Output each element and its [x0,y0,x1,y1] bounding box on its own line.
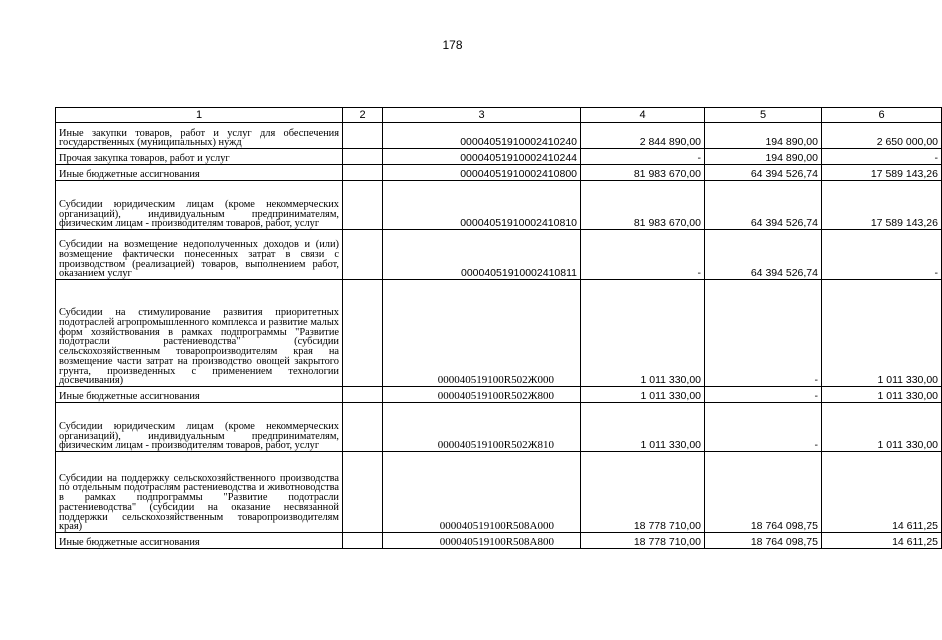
row-col5: - [705,387,822,403]
row-col5: - [705,403,822,452]
table-row [56,403,942,452]
row-name: Субсидии на поддержку сельскохозяйственного производства по отдельным подотраслям растениеводства и животноводства в рамках подпрограммы "Развитие подотрасли растениеводства" (субсидии на оказание несвязанной поддержки сельскохозяйственным товаропроизводителям края) [56,452,343,533]
row-code: 000040519100R508A800 [383,533,581,549]
header-col-6: 6 [822,108,942,123]
row-col2 [343,403,383,452]
row-col6: 17 589 143,26 [822,181,942,230]
row-col4: - [581,149,705,165]
row-code: 00004051910002410810 [383,181,581,230]
budget-table [55,107,942,549]
row-col2 [343,181,383,230]
page-number: 178 [442,38,463,52]
table-row [56,280,942,387]
row-col2 [343,533,383,549]
row-code: 00004051910002410800 [383,165,581,181]
row-col4: - [581,230,705,280]
row-code: 000040519100R502Ж810 [383,403,581,452]
row-col5: 64 394 526,74 [705,165,822,181]
header-row [56,108,942,123]
row-code: 00004051910002410240 [383,123,581,149]
row-col5: 194 890,00 [705,149,822,165]
table-row [56,123,942,149]
row-code: 00004051910002410811 [383,230,581,280]
row-col2 [343,123,383,149]
row-col6: 2 650 000,00 [822,123,942,149]
row-col2 [343,165,383,181]
row-col6: 1 011 330,00 [822,280,942,387]
table-row [56,181,942,230]
row-name: Субсидии юридическим лицам (кроме некоммерческих организаций), индивидуальным предпринимателям, физическим лицам - производителям товаров, работ, услуг [56,181,343,230]
table-row [56,452,942,533]
row-name: Иные бюджетные ассигнования [56,165,343,181]
row-col4: 2 844 890,00 [581,123,705,149]
row-name: Субсидии юридическим лицам (кроме некоммерческих организаций), индивидуальным предпринимателям, физическим лицам - производителям товаров, работ, услуг [56,403,343,452]
table-row [56,533,942,549]
row-col2 [343,452,383,533]
row-col4: 18 778 710,00 [581,533,705,549]
row-code: 000040519100R502Ж000 [383,280,581,387]
row-col4: 18 778 710,00 [581,452,705,533]
row-code: 00004051910002410244 [383,149,581,165]
row-col4: 1 011 330,00 [581,403,705,452]
header-col-4: 4 [581,108,705,123]
table-row [56,230,942,280]
row-col5: 64 394 526,74 [705,181,822,230]
row-col4: 1 011 330,00 [581,280,705,387]
row-col6: - [822,149,942,165]
row-code: 000040519100R502Ж800 [383,387,581,403]
row-name: Иные закупки товаров, работ и услуг для обеспечения государственных (муниципальных) нужд [56,123,343,149]
row-name: Субсидии на стимулирование развития приоритетных подотраслей агропромышленного комплекса и развитие малых форм хозяйствования в рамках подпрограммы "Развитие подотрасли растениеводства" (субсидии сельскохозяйственным товаропроизводителям края на возмещение части затрат на производство овощей закрытого грунта, произведенных с применением технологии досвечивания) [56,280,343,387]
row-col4: 81 983 670,00 [581,165,705,181]
row-col6: 14 611,25 [822,452,942,533]
row-name: Прочая закупка товаров, работ и услуг [56,149,343,165]
row-col2 [343,149,383,165]
table-row [56,165,942,181]
header-col-1: 1 [56,108,343,123]
row-col2 [343,280,383,387]
row-code: 000040519100R508A000 [383,452,581,533]
header-col-2: 2 [343,108,383,123]
row-col4: 1 011 330,00 [581,387,705,403]
row-col6: 17 589 143,26 [822,165,942,181]
row-col5: 18 764 098,75 [705,452,822,533]
row-col6: 1 011 330,00 [822,403,942,452]
row-col6: 14 611,25 [822,533,942,549]
row-col6: 1 011 330,00 [822,387,942,403]
table-row [56,149,942,165]
row-col6: - [822,230,942,280]
header-col-5: 5 [705,108,822,123]
header-col-3: 3 [383,108,581,123]
row-name: Иные бюджетные ассигнования [56,533,343,549]
row-col2 [343,387,383,403]
row-name: Субсидии на возмещение недополученных доходов и (или) возмещение фактически понесенных затрат в связи с производством (реализацией) товаров, выполнением работ, оказанием услуг [56,230,343,280]
row-name: Иные бюджетные ассигнования [56,387,343,403]
row-col5: 64 394 526,74 [705,230,822,280]
row-col5: 194 890,00 [705,123,822,149]
table-row [56,387,942,403]
row-col5: 18 764 098,75 [705,533,822,549]
row-col2 [343,230,383,280]
row-col5: - [705,280,822,387]
row-col4: 81 983 670,00 [581,181,705,230]
